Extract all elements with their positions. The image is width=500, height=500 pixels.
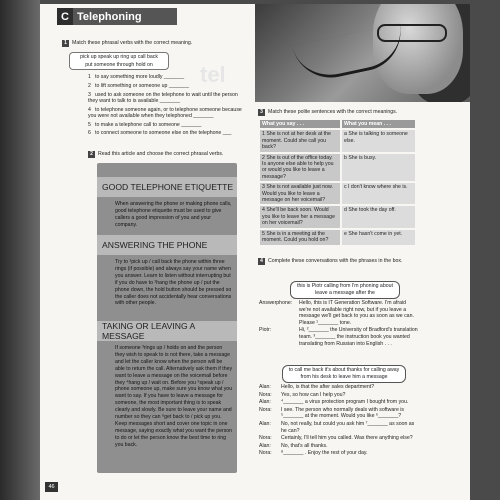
ex3-col2-header: What you mean . . . bbox=[342, 120, 415, 128]
woman-headset-photo bbox=[255, 4, 470, 102]
article-paragraph-1: When answering the phone or making phone calls, good telephone etiquette must be used to give callers a good impression of you and your company. bbox=[115, 201, 232, 228]
ex2-instruction bbox=[88, 151, 258, 158]
ex1-number: 1 bbox=[62, 40, 69, 47]
conversation-line bbox=[259, 399, 419, 406]
speaker-text: No, that's all thanks. bbox=[281, 442, 328, 449]
conversation-line bbox=[259, 407, 419, 420]
ex1-item-text: to lift something or someone up _______ bbox=[95, 82, 190, 89]
ex1-item-text: used to ask someone on the telephone to wait until the person they want to talk to is available _______ bbox=[88, 91, 238, 104]
watermark-text: tel bbox=[200, 62, 226, 87]
speaker-text: Certainly, I'll tell him you called. Was there anything else? bbox=[281, 435, 413, 442]
ex1-item bbox=[88, 107, 248, 119]
speaker-text: I see. The person who normally deals with software is ⁵_______ at the moment. Would you like ⁶_______? bbox=[281, 406, 405, 420]
ex1-item-number: 5 bbox=[88, 121, 91, 128]
conversation-line bbox=[259, 327, 419, 347]
ex3-instruction-text: Match these polite sentences with the correct meanings. bbox=[268, 109, 398, 115]
article-paragraph-2: Try to ¹pick up / call back the phone within three rings (if possible) and always say your name when you answer. Learn to listen without interrupting but if you do have to ²hang the phone up / put the phone down, the hold button should be pressed so the caller does not accidentally hear conversations with other people. bbox=[115, 259, 232, 307]
ex4-conversation-1 bbox=[259, 300, 419, 348]
table-row bbox=[260, 130, 415, 151]
speaker-label: Alan: bbox=[259, 399, 271, 406]
section-title: Telephoning bbox=[77, 10, 142, 23]
ex1-item-number: 1 bbox=[88, 74, 91, 80]
ex1-item-number: 3 bbox=[88, 91, 91, 98]
speaker-label: Nora: bbox=[259, 450, 272, 457]
ex4-instruction-text: Complete these conversations with the phrases in the box. bbox=[268, 258, 403, 264]
ex3-mean-cell: b She is busy. bbox=[342, 154, 415, 182]
speaker-label: Alan: bbox=[259, 384, 271, 390]
ex1-item-text: to connect someone to someone else on the telephone ___ bbox=[95, 130, 232, 137]
section-header bbox=[57, 8, 177, 25]
speaker-label: Answerphone: bbox=[259, 300, 293, 306]
speaker-text: Hello, this is IT Generation Software. I'm afraid we're not available right now, but if you leave a message we'll get back to you as soon as we can. Please ¹_______ tone. bbox=[299, 300, 414, 326]
ex4-phrase-box-2: to call me back it's about thanks for calling away from his desk to leave him a message bbox=[282, 365, 406, 383]
ex3-say-cell: 5 She is in a meeting at the moment. Could you hold on? bbox=[260, 230, 340, 245]
speaker-label: Alan: bbox=[259, 420, 271, 427]
article-heading-2: ANSWERING THE PHONE bbox=[97, 235, 237, 255]
ex3-number: 3 bbox=[258, 109, 265, 116]
article-heading-3: TAKING OR LEAVING A MESSAGE bbox=[97, 321, 237, 341]
speaker-label: Nora: bbox=[259, 406, 272, 413]
ex3-say-cell: 2 She is out of the office today. Is anyone else able to help you or would you like to leave a message? bbox=[260, 154, 340, 182]
ex4-number: 4 bbox=[258, 258, 265, 265]
speaker-label: Nora: bbox=[259, 391, 272, 398]
speaker-text: No, not really, but could you ask him ⁷_______ as soon as he can? bbox=[281, 420, 415, 434]
speaker-text: Hello, is that the after sales department? bbox=[281, 384, 375, 390]
ex1-item-number: 2 bbox=[88, 82, 91, 89]
conversation-line bbox=[259, 300, 419, 326]
ex1-item-text: to make a telephone call to someone _______ bbox=[95, 121, 202, 128]
ex3-mean-cell: c I don't know where she is. bbox=[342, 183, 415, 204]
table-row bbox=[260, 230, 415, 245]
ex1-item bbox=[88, 122, 248, 128]
conversation-line bbox=[259, 435, 419, 442]
table-row bbox=[260, 183, 415, 204]
table-row bbox=[260, 206, 415, 227]
section-letter: C bbox=[57, 8, 73, 25]
ex1-item bbox=[88, 83, 248, 89]
ex1-instruction-text: Match these phrasal verbs with the correct meaning. bbox=[72, 40, 193, 46]
speaker-text: Yes, so how can I help you? bbox=[281, 391, 346, 398]
ex1-item-text: to telephone someone again, or to telephone someone because you were not available when they telephoned _______ bbox=[88, 106, 242, 119]
ex1-item-number: 6 bbox=[88, 130, 91, 137]
article-panel bbox=[97, 163, 237, 473]
article-heading-1: GOOD TELEPHONE ETIQUETTE bbox=[97, 177, 237, 197]
ex2-instruction-text: Read this article and choose the correct phrasal verbs. bbox=[98, 151, 224, 157]
article-paragraph-3: If someone ³rings up / holds on and the person they wish to speak to is not there, take a message and let the caller know when the person will be able to return the call. Alternatively ask them if they want to leave a message on the voicemail before they ⁴hang up / wait on. Before you ⁵speak up / phone someone up, make sure you know what you want to say. If you have to leave a message for someone, the most important thing is to speak clearly and slowly. Be sure to leave your name and number so they can ⁶get back to / pick up you. Keep messages short and cover one topic in one message, saying exactly what you want the person to do or let the person know the best time to ring you back. bbox=[115, 345, 233, 448]
book-gutter bbox=[0, 0, 40, 500]
speaker-text: ⁸_______ . Enjoy the rest of your day. bbox=[281, 450, 368, 457]
speaker-text: ⁴_______ a virus protection program I bought from you. bbox=[281, 399, 409, 406]
ex4-instruction bbox=[258, 258, 428, 265]
ex1-words-line1: pick up speak up ring up call back bbox=[80, 54, 158, 60]
ex3-say-cell: 3 She is not available just now. Would you like to leave a message on her voicemail? bbox=[260, 183, 340, 204]
speaker-label: Nora: bbox=[259, 435, 272, 442]
ex1-words-line2: put someone through hold on bbox=[85, 62, 153, 68]
ex1-item-number: 4 bbox=[88, 106, 91, 113]
ex4-phrase-box-1: this is Piotr calling from I'm phoning about leave a message after the bbox=[290, 281, 400, 299]
ex1-list bbox=[88, 74, 248, 139]
ex3-table bbox=[260, 120, 415, 247]
ex3-mean-cell: d She took the day off. bbox=[342, 206, 415, 227]
conversation-line bbox=[259, 421, 419, 434]
ex1-item-text: to say something more loudly _______ bbox=[95, 74, 185, 80]
conversation-line bbox=[259, 443, 419, 450]
ex3-header-row bbox=[260, 120, 415, 128]
ex3-mean-cell: e She hasn't come in yet. bbox=[342, 230, 415, 245]
ex3-mean-cell: a She is talking to someone else. bbox=[342, 130, 415, 151]
conversation-line bbox=[259, 384, 419, 391]
ex3-say-cell: 4 She'll be back soon. Would you like to leave her a message on her voicemail? bbox=[260, 206, 340, 227]
speaker-label: Alan: bbox=[259, 442, 271, 449]
ex1-word-box bbox=[69, 52, 169, 70]
ex1-item bbox=[88, 130, 248, 136]
speaker-text: Hi, ²_______ the University of Bradford's translation team. ³_______ the instruction book you wanted translating from Russian into English . . . bbox=[299, 327, 418, 347]
table-row bbox=[260, 154, 415, 182]
ex3-say-cell: 1 She is not at her desk at the moment. Could she call you back? bbox=[260, 130, 340, 151]
ex2-number: 2 bbox=[88, 151, 95, 158]
ex1-instruction bbox=[62, 40, 252, 47]
ex4-conversation-2 bbox=[259, 384, 419, 458]
ex3-instruction bbox=[258, 109, 428, 116]
ex1-item bbox=[88, 92, 248, 104]
speaker-label: Piotr: bbox=[259, 327, 272, 334]
ex3-col1-header: What you say . . . bbox=[260, 120, 340, 128]
conversation-line bbox=[259, 450, 419, 457]
ex1-item bbox=[88, 74, 248, 80]
page-number: 46 bbox=[45, 482, 58, 492]
conversation-line bbox=[259, 392, 419, 399]
